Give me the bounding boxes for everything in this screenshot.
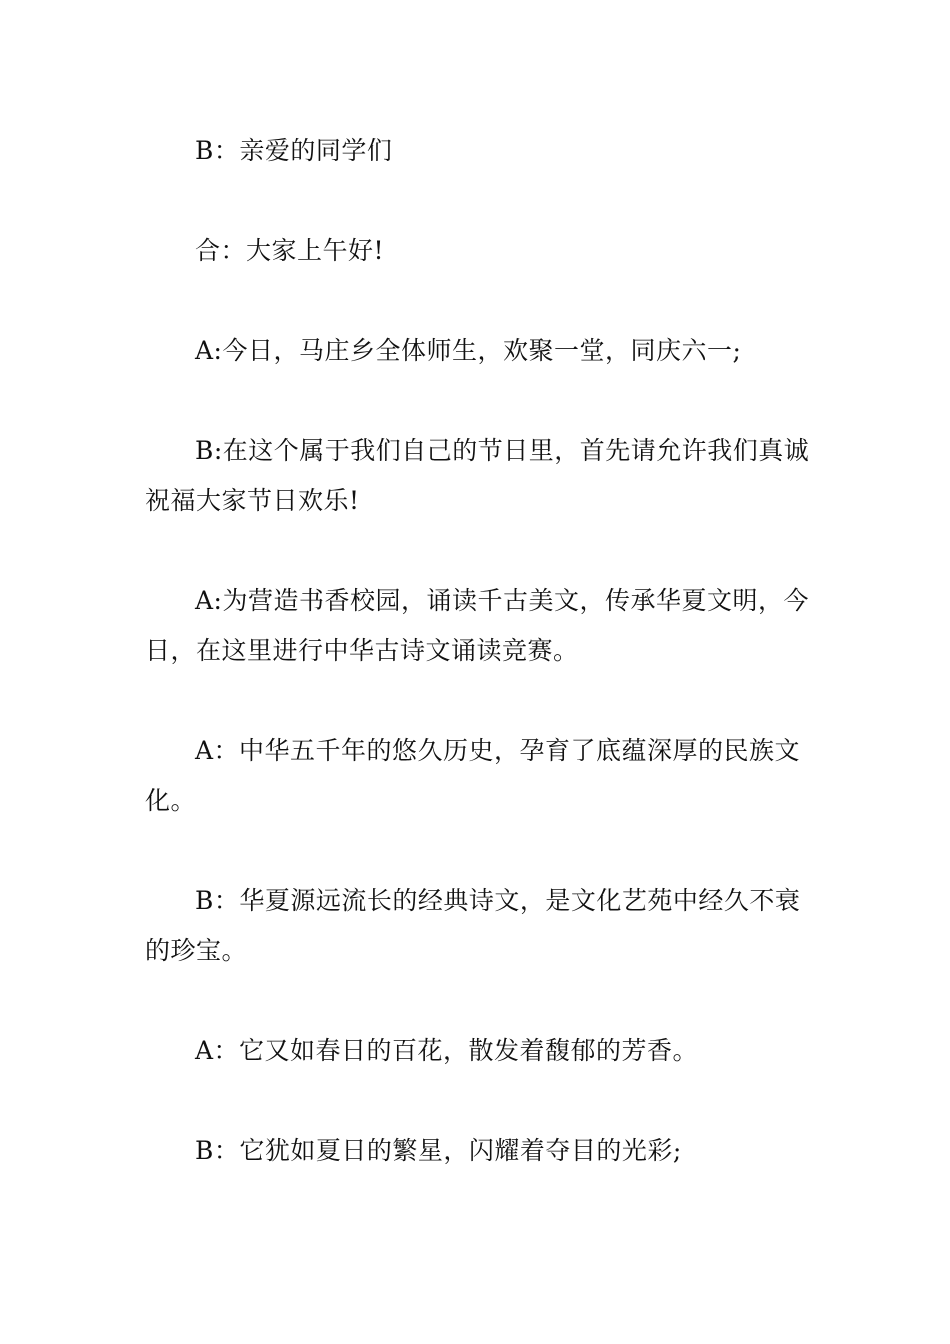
paragraph-2: 合：大家上午好! bbox=[195, 236, 385, 265]
paragraph-4: B:在这个属于我们自己的节日里，首先请允许我们真诚祝福大家节日欢乐! bbox=[145, 436, 810, 515]
paragraph-7: B：华夏源远流长的经典诗文，是文化艺苑中经久不衰的珍宝。 bbox=[145, 886, 801, 965]
paragraph-1: B：亲爱的同学们 bbox=[195, 136, 393, 165]
paragraph-8: A：它又如春日的百花，散发着馥郁的芳香。 bbox=[195, 1036, 699, 1065]
paragraph-5: A:为营造书香校园，诵读千古美文，传承华夏文明，今日，在这里进行中华古诗文诵读竞赛。 bbox=[145, 586, 809, 665]
paragraph-3: A:今日，马庄乡全体师生，欢聚一堂，同庆六一; bbox=[195, 336, 742, 365]
paragraph-9: B：它犹如夏日的繁星，闪耀着夺目的光彩; bbox=[195, 1136, 682, 1165]
document-body bbox=[145, 126, 810, 1176]
paragraph-6: A：中华五千年的悠久历史，孕育了底蕴深厚的民族文化。 bbox=[145, 736, 801, 815]
